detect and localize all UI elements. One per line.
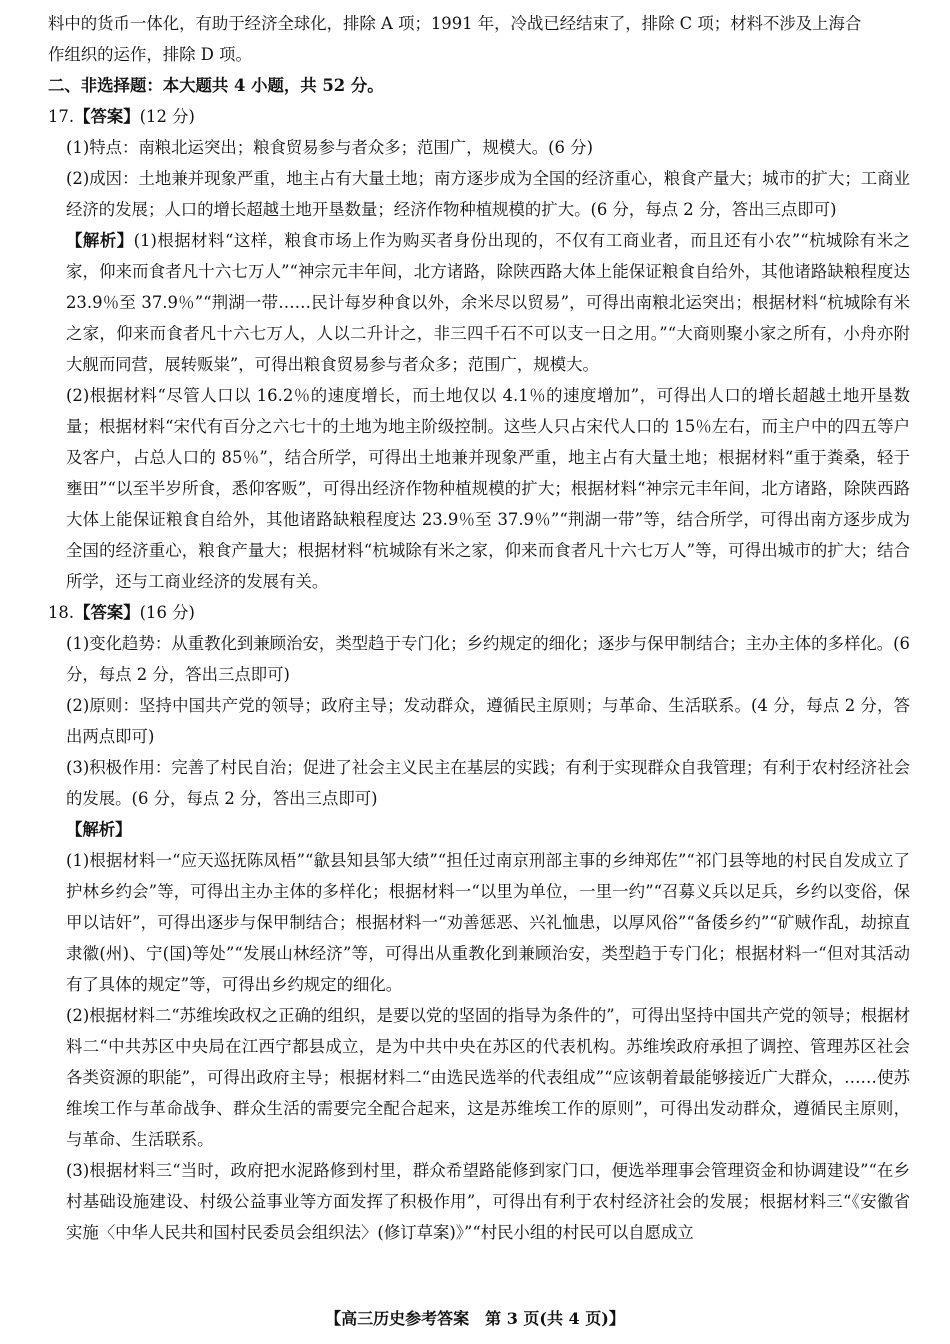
q18-answer-2: (2)原则：坚持中国共产党的领导；政府主导；发动群众，遵循民主原则；与革命、生活联系。(4 分，每点 2 分，答出两点即可) bbox=[66, 696, 910, 746]
q18-answer-3: (3)积极作用：完善了村民自治；促进了社会主义民主在基层的实践；有利于实现群众自我管理；有利于农村经济社会的发展。(6 分，每点 2 分，答出三点即可) bbox=[66, 758, 910, 808]
q18-analysis-2: (2)根据材料二“苏维埃政权之正确的组织，是要以党的坚固的指导为条件的”，可得出坚持中国共产党的领导；根据材料二“中共苏区中央局在江西宁都县成立，是为中共中央在苏区的代表机构。苏维埃政府承担了调控、管理苏区社会各类资源的职能”，可得出政府主导；根据材料二“由选民选举的代表组成”“应该朝着最能够接近广大群众，……使苏维埃工作与革命战争、群众生活的需要完全配合起来，这是苏维埃工作的原则”，可得出发动群众，遵循民主原则，与革命、生活联系。 bbox=[66, 1006, 910, 1149]
q18-analysis-tag: 【解析】 bbox=[66, 820, 132, 839]
q17-score: (12 分) bbox=[139, 107, 195, 126]
q17-analysis-2: (2)根据材料“尽管人口以 16.2％的速度增长，而土地仅以 4.1％的速度增加”，可得出人口的增长超越土地开垦数量；根据材料“宋代有百分之六七十的土地为地主阶级控制。这些人只占宋代人口的 15％左右，而主户中的四五等户及客户，占总人口的 85％”，结合所学，可得出土地兼并现象严重，地主占有大量土地；根据材料“重于粪桑，轻于壅田”“以至半岁所食，悉仰客贩”，可得出经济作物种植规模的扩大；根据材料“神宗元丰年间，北方诸路，除陕西路大体上能保证粮食自给外，其他诸路缺粮程度达 23.9％至 37.9％”“荆湖一带”等，结合所学，可得出南方逐步成为全国的经济重心，粮食产量大；根据材料“杭城除有米之家，仰来而食者凡十六七万人”等，可得出城市的扩大；结合所学，还与工商业经济的发展有关。 bbox=[66, 386, 910, 591]
q18-answer-tag: 【答案】 bbox=[74, 603, 140, 622]
document-page bbox=[48, 8, 910, 1248]
q17-answer-2: (2)成因：土地兼并现象严重，地主占有大量土地；南方逐步成为全国的经济重心，粮食产量大；城市的扩大；工商业经济的发展；人口的增长超越土地开垦数量；经济作物种植规模的扩大。(6 分，每点 2 分，答出三点即可) bbox=[66, 169, 910, 219]
q18-number: 18. bbox=[48, 603, 75, 622]
q17-number: 17. bbox=[48, 107, 75, 126]
q18-header bbox=[48, 597, 910, 628]
q18-score: (16 分) bbox=[139, 603, 195, 622]
q17-answer-1: (1)特点：南粮北运突出；粮食贸易参与者众多；范围广，规模大。(6 分) bbox=[66, 138, 593, 157]
q18-analysis-3: (3)根据材料三“当时，政府把水泥路修到村里，群众希望路能修到家门口，便选举理事会管理资金和协调建设”“在乡村基础设施建设、村级公益事业等方面发挥了积极作用”，可得出有利于农村经济社会的发展；根据材料三“《安徽省实施〈中华人民共和国村民委员会组织法〉(修订草案)》”“村民小组的村民可以自愿成立 bbox=[66, 1161, 910, 1242]
q18-analysis-1: (1)根据材料一“应天巡抚陈凤梧”“歙县知县邹大绩”“担任过南京刑部主事的乡绅郑佐”“祁门县等地的村民自发成立了护林乡约会”等，可得出主办主体的多样化；根据材料一“以里为单位，一里一约”“召募义兵以足兵，乡约以变俗，保甲以诘奸”，可得出逐步与保甲制结合；根据材料一“劝善惩恶、兴礼恤患，以厚风俗”“备倭乡约”“矿贼作乱，劫掠直隶徽(州)、宁(国)等处”“发展山林经济”等，可得出从重教化到兼顾治安，类型趋于专门化；根据材料一“但对其活动有了具体的规定”等，可得出乡约规定的细化。 bbox=[66, 851, 910, 994]
q17-answer-tag: 【答案】 bbox=[74, 107, 140, 126]
q17-analysis-tag: 【解析】 bbox=[66, 231, 134, 250]
section-2-title: 二、非选择题：本大题共 4 小题，共 52 分。 bbox=[48, 76, 384, 95]
q17-analysis-1-text: (1)根据材料“这样，粮食市场上作为购买者身份出现的，不仅有工商业者，而且还有小农”“杭城除有米之家，仰来而食者凡十六七万人”“神宗元丰年间，北方诸路，除陕西路大体上能保证粮食自给外，其他诸路缺粮程度达 23.9％至 37.9％”“荆湖一带……民计每岁种食以外，余米尽以贸易”，可得出南粮北运突出；根据材料“杭城除有米之家，仰来而食者凡十六七万人，人以二升计之，非三四千石不可以支一日之用。”“大商则聚小家之所有，小舟亦附大舰而同营，展转贩粜”，可得出粮食贸易参与者众多；范围广，规模大。 bbox=[66, 231, 911, 374]
intro-line-1: 料中的货币一体化，有助于经济全球化，排除 A 项；1991 年，冷战已经结束了，排除 C 项；材料不涉及上海合 bbox=[48, 14, 862, 33]
page-footer: 【高三历史参考答案 第 3 页(共 4 页)】 bbox=[325, 1309, 625, 1328]
q17-header bbox=[48, 101, 910, 132]
q17-analysis-1 bbox=[48, 225, 910, 380]
q18-answer-1: (1)变化趋势：从重教化到兼顾治安，类型趋于专门化；乡约规定的细化；逐步与保甲制结合；主办主体的多样化。(6 分，每点 2 分，答出三点即可) bbox=[66, 634, 910, 684]
intro-line-2: 作组织的运作，排除 D 项。 bbox=[48, 45, 252, 64]
